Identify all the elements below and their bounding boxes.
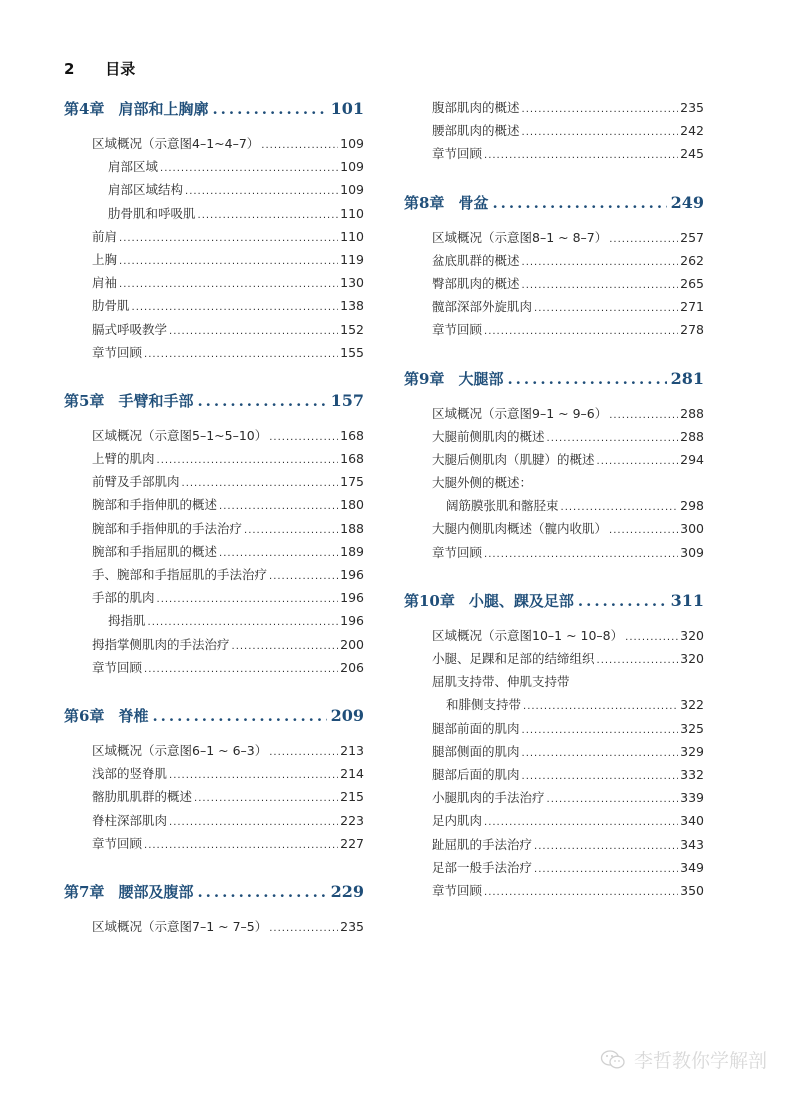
page-number: 223: [340, 812, 364, 828]
chapter-number: 第5章: [64, 391, 105, 410]
page-number: 281: [670, 368, 704, 388]
toc-entry[interactable]: [64, 586, 364, 609]
entry-title: 腕部和手指屈肌的概述: [92, 543, 218, 559]
page-number: 249: [670, 192, 704, 212]
page-number: 196: [340, 567, 364, 582]
page-number: 2: [64, 60, 75, 78]
toc-entry[interactable]: [64, 762, 364, 785]
chapter-title: 脊椎: [118, 706, 149, 725]
chapter-heading[interactable]: [404, 588, 704, 614]
entry-title: 手、腕部和手指屈肌的手法治疗: [92, 567, 268, 582]
dot-leader: [522, 765, 679, 788]
dot-leader: [144, 343, 338, 366]
entry-title: 上胸: [92, 251, 118, 267]
dot-leader: [522, 98, 679, 121]
dot-leader: [269, 565, 338, 588]
entry-title: 肋骨肌: [92, 298, 130, 314]
entry-title: 大腿前侧肌肉的概述: [432, 428, 545, 444]
page-number: 325: [680, 720, 704, 736]
toc-entry[interactable]: [64, 563, 364, 586]
page-number: 298: [680, 498, 704, 514]
toc-entry[interactable]: [404, 142, 704, 165]
section-gap: [404, 564, 704, 588]
page-number: 168: [340, 427, 364, 443]
page-number: 138: [340, 298, 364, 314]
dot-leader: [219, 542, 338, 565]
toc-entry[interactable]: [404, 119, 704, 142]
entry-title: 髂肋肌肌群的概述: [92, 789, 193, 805]
toc-entry[interactable]: [404, 624, 704, 647]
chapter-heading[interactable]: [404, 366, 704, 392]
page-number: 349: [680, 859, 704, 875]
dot-leader: [152, 703, 326, 729]
dot-leader: [244, 519, 338, 542]
page-number: 209: [330, 705, 364, 725]
toc-entry[interactable]: [404, 717, 704, 740]
entry-title: 小腿、足踝和足部的结缔组织: [432, 651, 595, 666]
page-number: 229: [330, 881, 364, 901]
entry-title: 盆底肌群的概述: [432, 252, 520, 268]
wechat-icon: [600, 1049, 626, 1071]
entry-title: 足部一般手法治疗: [432, 859, 533, 875]
entry-title: 腿部后面的肌肉: [432, 766, 520, 782]
dot-leader: [194, 787, 338, 810]
page-number: 109: [340, 159, 364, 175]
page-number: 245: [680, 146, 704, 162]
dot-leader: [522, 121, 679, 144]
toc-entry[interactable]: [64, 470, 364, 493]
dot-leader: [198, 204, 339, 227]
page-number: 206: [340, 659, 364, 675]
toc-entry[interactable]: [404, 517, 704, 540]
page-number: 300: [680, 521, 704, 537]
page-number: 196: [340, 590, 364, 606]
dot-leader: [148, 611, 339, 634]
dot-leader: [157, 449, 339, 472]
entry-title: 拇指掌侧肌肉的手法治疗: [92, 636, 230, 652]
page-number: 101: [330, 99, 364, 118]
dot-leader: [484, 881, 678, 904]
entry-title: 臀部肌肉的概述: [432, 275, 520, 291]
page-number: 110: [340, 205, 364, 221]
page-number: 320: [680, 627, 704, 643]
dot-leader: [144, 834, 338, 857]
toc-entry[interactable]: [404, 295, 704, 318]
page-number: 175: [340, 474, 364, 490]
toc-entry[interactable]: [404, 541, 704, 564]
entry-title: 区域概况（示意图10–1 ~ 10–8）: [432, 627, 624, 643]
dot-leader: [484, 811, 678, 834]
dot-leader: [561, 496, 679, 519]
chapter-title: 肩部和上胸廓: [118, 100, 209, 118]
entry-title: 手部的肌肉: [92, 590, 155, 606]
toc-entry[interactable]: [64, 517, 364, 540]
page-number: 309: [680, 544, 704, 560]
dot-leader: [219, 495, 338, 518]
dot-leader: [119, 273, 338, 296]
dot-leader: [119, 250, 338, 273]
dot-leader: [169, 320, 338, 343]
toc-entry[interactable]: [64, 202, 364, 225]
dot-leader: [484, 543, 678, 566]
page-header: [64, 58, 135, 79]
entry-title: 前肩: [92, 228, 118, 244]
chapter-title: 小腿、踝及足部: [468, 591, 574, 610]
page-number: 242: [680, 123, 704, 139]
page-number: 339: [680, 790, 704, 806]
entry-title: 大腿外侧的概述：: [432, 475, 533, 491]
chapter-heading[interactable]: [404, 190, 704, 216]
page-number: 320: [680, 651, 704, 666]
page-number: 343: [680, 836, 704, 852]
toc-entry[interactable]: [64, 318, 364, 341]
page-number: 294: [680, 451, 704, 467]
dot-leader: [523, 695, 678, 718]
entry-title: 膈式呼吸教学: [92, 321, 168, 337]
toc-entry[interactable]: [404, 425, 704, 448]
toc-entry[interactable]: [64, 271, 364, 294]
entry-title: 大腿内侧肌肉概述（髋内收肌）: [432, 521, 608, 537]
dot-leader: [578, 588, 667, 614]
chapter-number: 第7章: [64, 882, 105, 901]
page-number: 189: [340, 543, 364, 559]
toc-right-column: [404, 96, 704, 902]
entry-title: 章节回顾: [432, 322, 483, 338]
dot-leader: [492, 190, 666, 216]
entry-title: 区域概况（示意图6–1 ~ 6–3）: [92, 742, 268, 758]
toc-entry[interactable]: [404, 494, 704, 517]
toc-entry[interactable]: [404, 402, 704, 425]
toc-entry[interactable]: [64, 540, 364, 563]
dot-leader: [507, 366, 666, 392]
dot-leader: [182, 472, 339, 495]
entry-title: 腹部肌肉的概述: [432, 100, 520, 115]
entry-title: 拇指肌: [108, 613, 146, 629]
toc-entry[interactable]: [404, 647, 704, 670]
chapter-number: 第4章: [64, 100, 105, 118]
toc-entry[interactable]: [64, 424, 364, 447]
entry-title: 腰部肌肉的概述: [432, 123, 520, 139]
entry-title: 区域概况（示意图4–1~4–7）: [92, 136, 260, 151]
dot-leader: [597, 450, 679, 473]
entry-title: 区域概况（示意图5–1~5–10）: [92, 427, 268, 443]
dot-leader: [232, 635, 339, 658]
toc-entry[interactable]: [404, 809, 704, 832]
dot-leader: [169, 764, 338, 787]
dot-leader: [597, 649, 679, 672]
toc-entry[interactable]: [64, 809, 364, 832]
page-number: 180: [340, 497, 364, 513]
chapter-number: 第8章: [404, 193, 445, 212]
dot-leader: [261, 134, 338, 157]
page-number: 200: [340, 636, 364, 652]
page-number: 271: [680, 299, 704, 315]
dot-leader: [269, 426, 338, 449]
chapter-title: 大腿部: [458, 369, 504, 388]
toc-entry[interactable]: [404, 471, 704, 494]
toc-entry[interactable]: [64, 294, 364, 317]
toc-entry[interactable]: [64, 493, 364, 516]
toc-entry[interactable]: [64, 785, 364, 808]
entry-title: 腿部前面的肌肉: [432, 720, 520, 736]
page-title: 目录: [105, 60, 136, 78]
entry-title: 大腿后侧肌肉（肌腱）的概述: [432, 451, 595, 467]
entry-title: 肩部区域结构: [108, 182, 184, 198]
watermark-text: 李哲教你学解剖: [634, 1050, 768, 1072]
chapter-heading[interactable]: [64, 96, 364, 122]
toc-entry[interactable]: [64, 132, 364, 155]
page-number: 227: [340, 835, 364, 851]
dot-leader: [547, 788, 679, 811]
toc-entry[interactable]: [64, 248, 364, 271]
page-number: 288: [680, 428, 704, 444]
toc-entry[interactable]: [404, 249, 704, 272]
entry-title: 腕部和手指伸肌的概述: [92, 497, 218, 513]
page-number: 265: [680, 275, 704, 291]
entry-title: 区域概况（示意图7–1 ~ 7–5）: [92, 918, 268, 934]
toc-entry[interactable]: [404, 448, 704, 471]
dot-leader: [132, 296, 339, 319]
page-number: 288: [680, 405, 704, 421]
dot-leader: [522, 719, 679, 742]
toc-entry[interactable]: [404, 763, 704, 786]
entry-title: 肋骨肌和呼吸肌: [108, 205, 196, 221]
entry-title: 前臂及手部肌肉: [92, 474, 180, 490]
page-number: 109: [340, 136, 364, 151]
dot-leader: [534, 858, 678, 881]
toc-entry[interactable]: [64, 832, 364, 855]
page-number: 130: [340, 275, 364, 291]
dot-leader: [185, 180, 338, 203]
page-number: 213: [340, 742, 364, 758]
entry-title: 章节回顾: [92, 835, 143, 851]
dot-leader: [522, 742, 679, 765]
entry-title: 章节回顾: [432, 544, 483, 560]
section-gap: [404, 166, 704, 190]
toc-entry[interactable]: [64, 656, 364, 679]
page-number: 188: [340, 520, 364, 536]
chapter-number: 第6章: [64, 706, 105, 725]
page-number: 110: [340, 228, 364, 244]
chapter-heading[interactable]: [64, 703, 364, 729]
entry-title: 腿部侧面的肌肉: [432, 743, 520, 759]
toc-entry[interactable]: [64, 739, 364, 762]
page-number: 278: [680, 322, 704, 338]
entry-title: 趾屈肌的手法治疗: [432, 836, 533, 852]
dot-leader: [157, 588, 339, 611]
section-gap: [404, 342, 704, 366]
dot-leader: [534, 835, 678, 858]
dot-leader: [269, 917, 338, 940]
toc-entry[interactable]: [404, 318, 704, 341]
toc-entry[interactable]: [64, 178, 364, 201]
toc-entry[interactable]: [64, 341, 364, 364]
chapter-title: 手臂和手部: [118, 391, 194, 410]
watermark: [600, 1046, 767, 1073]
dot-leader: [609, 404, 678, 427]
page-number: 196: [340, 613, 364, 629]
dot-leader: [522, 274, 679, 297]
dot-leader: [197, 879, 326, 905]
dot-leader: [484, 144, 678, 167]
page-number: 340: [680, 813, 704, 829]
toc-entry[interactable]: [404, 879, 704, 902]
page-number: 332: [680, 766, 704, 782]
page-number: 262: [680, 252, 704, 268]
chapter-title: 腰部及腹部: [118, 882, 194, 901]
page-number: 235: [680, 100, 704, 115]
entry-title: 上臂的肌肉: [92, 451, 155, 467]
chapter-heading[interactable]: [64, 879, 364, 905]
chapter-title: 骨盆: [458, 193, 489, 212]
dot-leader: [484, 320, 678, 343]
entry-title: 区域概况（示意图9–1 ~ 9–6）: [432, 405, 608, 421]
entry-title: 腕部和手指伸肌的手法治疗: [92, 520, 243, 536]
entry-title: 髋部深部外旋肌肉: [432, 299, 533, 315]
entry-title: 章节回顾: [92, 344, 143, 360]
toc-entry[interactable]: [64, 225, 364, 248]
toc-entry[interactable]: [64, 155, 364, 178]
toc-entry[interactable]: [64, 915, 364, 938]
entry-title: 脊柱深部肌肉: [92, 812, 168, 828]
page-number: 157: [330, 390, 364, 410]
dot-leader: [160, 157, 338, 180]
page-number: 311: [670, 590, 704, 610]
toc-left-column: [64, 96, 364, 938]
dot-leader: [609, 228, 678, 251]
toc-entry[interactable]: [64, 633, 364, 656]
page-number: 119: [340, 251, 364, 267]
dot-leader: [269, 741, 338, 764]
entry-title: 阔筋膜张肌和髂胫束: [446, 498, 559, 514]
entry-title: 小腿肌肉的手法治疗: [432, 790, 545, 806]
entry-title: 章节回顾: [92, 659, 143, 675]
dot-leader: [547, 427, 679, 450]
entry-title: 浅部的竖脊肌: [92, 766, 168, 782]
page-number: 215: [340, 789, 364, 805]
section-gap: [64, 364, 364, 388]
dot-leader: [609, 519, 678, 542]
page-number: 350: [680, 882, 704, 898]
page-number: 155: [340, 344, 364, 360]
page-number: 235: [340, 918, 364, 934]
page-number: 109: [340, 182, 364, 198]
entry-title: 肩袖: [92, 275, 118, 291]
toc-entry[interactable]: [404, 786, 704, 809]
entry-title: 屈肌支持带、伸肌支持带: [432, 674, 570, 690]
entry-title: 和腓侧支持带: [446, 697, 522, 713]
dot-leader: [169, 811, 338, 834]
entry-title: 足内肌肉: [432, 813, 483, 829]
section-gap: [64, 855, 364, 879]
dot-leader: [197, 388, 326, 414]
entry-title: 章节回顾: [432, 146, 483, 162]
entry-title: 区域概况（示意图8–1 ~ 8–7）: [432, 229, 608, 245]
toc-entry[interactable]: [404, 226, 704, 249]
toc-entry[interactable]: [404, 740, 704, 763]
toc-entry[interactable]: [64, 447, 364, 470]
page-number: 152: [340, 321, 364, 337]
page-number: 257: [680, 229, 704, 245]
dot-leader: [522, 251, 679, 274]
toc-entry[interactable]: [404, 833, 704, 856]
dot-leader: [625, 626, 678, 649]
toc-entry[interactable]: [404, 96, 704, 119]
entry-title: 肩部区域: [108, 159, 159, 175]
chapter-heading[interactable]: [64, 388, 364, 414]
page-number: 214: [340, 766, 364, 782]
toc-entry[interactable]: [64, 609, 364, 632]
page-number: 322: [680, 697, 704, 713]
entry-title: 章节回顾: [432, 882, 483, 898]
dot-leader: [212, 96, 326, 122]
chapter-number: 第9章: [404, 369, 445, 388]
page-number: 168: [340, 451, 364, 467]
chapter-number: 第10章: [404, 591, 455, 610]
dot-leader: [119, 227, 338, 250]
section-gap: [64, 679, 364, 703]
toc-entry[interactable]: [404, 856, 704, 879]
toc-entry[interactable]: [404, 670, 704, 693]
toc-entry[interactable]: [404, 272, 704, 295]
dot-leader: [534, 297, 678, 320]
page-number: 329: [680, 743, 704, 759]
toc-entry[interactable]: [404, 693, 704, 716]
dot-leader: [144, 658, 338, 681]
